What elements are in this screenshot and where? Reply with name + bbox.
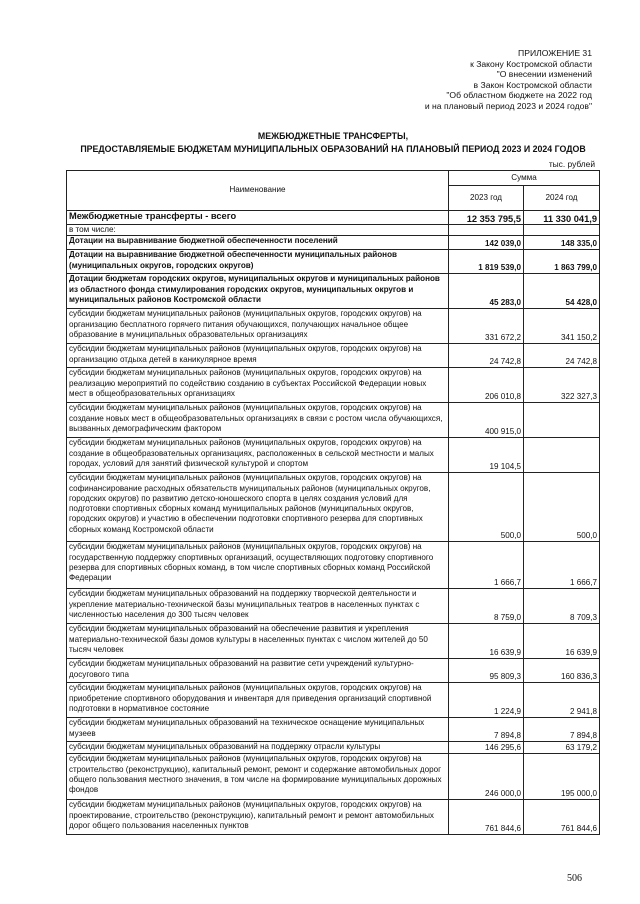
row-value-2023: 400 915,0: [449, 403, 524, 438]
table-row: [67, 236, 600, 250]
table-row: [67, 250, 600, 274]
table-row: [67, 659, 600, 683]
row-name: субсидии бюджетам муниципальных районов (муниципальных округов, городских округов) на приобретение спортивного оборудования и инвентаря для приведения организаций спортивной подготовки в нормативное состояние: [67, 683, 449, 718]
row-value-2024: 54 428,0: [524, 274, 600, 309]
table-row: [67, 473, 600, 542]
row-value-2024: 761 844,6: [524, 800, 600, 835]
row-value-2023: 1 666,7: [449, 542, 524, 589]
row-value-2023: 12 353 795,5: [449, 211, 524, 225]
row-value-2023: 24 742,8: [449, 344, 524, 368]
row-value-2024: 16 639,9: [524, 624, 600, 659]
table-row: [67, 683, 600, 718]
row-value-2023: 95 809,3: [449, 659, 524, 683]
table-row: [67, 742, 600, 754]
header-name: Наименование: [67, 171, 449, 211]
row-name: субсидии бюджетам муниципальных образований на поддержку творческой деятельности и укрепление материально-технической базы муниципальных театров в населенных пунктах с численностью населения до 300 тысяч человек: [67, 589, 449, 624]
row-name: субсидии бюджетам муниципальных районов (муниципальных округов, городских округов) на проектирование, строительство (реконструкцию), капитальный ремонт и ремонт автомобильных дорог общего пользования населенных пунктов: [67, 800, 449, 835]
row-value-2024: 500,0: [524, 473, 600, 542]
row-value-2023: 1 224,9: [449, 683, 524, 718]
row-value-2024: 195 000,0: [524, 754, 600, 800]
table-row: [67, 403, 600, 438]
row-value-2024: 2 941,8: [524, 683, 600, 718]
row-value-2024: 160 836,3: [524, 659, 600, 683]
row-value-2024: 63 179,2: [524, 742, 600, 754]
row-value-2023: 16 639,9: [449, 624, 524, 659]
table-row: [67, 718, 600, 742]
appendix-line: "Об областном бюджете на 2022 год: [446, 90, 592, 101]
appendix-line: к Закону Костромской области: [470, 58, 592, 69]
table-row: [67, 368, 600, 403]
row-value-2023: 246 000,0: [449, 754, 524, 800]
header-year-2023: 2023 год: [449, 186, 524, 211]
table-row: [67, 225, 600, 236]
row-value-2023: 331 672,2: [449, 309, 524, 344]
transfers-table: [66, 170, 600, 835]
table-row: [67, 274, 600, 309]
appendix-line: "О внесении изменений: [496, 69, 592, 80]
row-name: субсидии бюджетам муниципальных районов (муниципальных округов, городских округов) на реализацию мероприятий по содействию созданию в субъектах Российской Федерации новых мест в общеобразовательных организациях: [67, 368, 449, 403]
page-number: 506: [567, 873, 582, 884]
row-name: субсидии бюджетам муниципальных районов (муниципальных округов, городских округов) на создание новых мест в общеобразовательных организациях в связи с ростом числа обучающихся, вызванных демографическим фактором: [67, 403, 449, 438]
row-value-2024: 11 330 041,9: [524, 211, 600, 225]
row-name: субсидии бюджетам муниципальных районов (муниципальных округов, городских округов) на строительство (реконструкцию), капитальный ремонт, ремонт и содержание автомобильных дорог общего пользования местного значения, в том числе на формирование муниципальных дорожных фондов: [67, 754, 449, 800]
row-value-2024: 24 742,8: [524, 344, 600, 368]
row-value-2024: 1 863 799,0: [524, 250, 600, 274]
table-row: [67, 438, 600, 473]
units-label: тыс. рублей: [548, 159, 595, 169]
row-name: субсидии бюджетам муниципальных образований на развитие сети учреждений культурно-досугового типа: [67, 659, 449, 683]
row-value-2024: 8 709,3: [524, 589, 600, 624]
row-value-2023: 146 295,6: [449, 742, 524, 754]
table-row: [67, 800, 600, 835]
table-row: [67, 542, 600, 589]
document-title: [66, 130, 600, 155]
row-name: Дотации на выравнивание бюджетной обеспеченности муниципальных районов (муниципальных округов, городских округов): [67, 250, 449, 274]
row-name: субсидии бюджетам муниципальных районов (муниципальных округов, городских округов) на организацию бесплатного горячего питания обучающихся, получающих начальное общее образование в муниципальных образовательных организациях: [67, 309, 449, 344]
appendix-line: ПРИЛОЖЕНИЕ 31: [518, 48, 592, 58]
table-body: [67, 211, 600, 835]
row-value-2024: 7 894,8: [524, 718, 600, 742]
row-value-2023: 8 759,0: [449, 589, 524, 624]
header-sum: Сумма: [449, 171, 600, 186]
row-name: субсидии бюджетам муниципальных районов (муниципальных округов, городских округов) на создание в общеобразовательных организациях, расположенных в сельской местности и малых городах, условий для занятий физической культурой и спортом: [67, 438, 449, 473]
row-name: в том числе:: [67, 225, 449, 236]
appendix-block: [425, 48, 592, 112]
row-value-2023: 1 819 539,0: [449, 250, 524, 274]
row-value-2023: 206 010,8: [449, 368, 524, 403]
row-value-2023: [449, 225, 524, 236]
header-year-2024: 2024 год: [524, 186, 600, 211]
table-row: [67, 309, 600, 344]
row-name: субсидии бюджетам муниципальных образований на обеспечение развития и укрепления материально-технической базы домов культуры в населенных пунктах с числом жителей до 50 тысяч человек: [67, 624, 449, 659]
row-value-2023: 45 283,0: [449, 274, 524, 309]
row-value-2023: 142 039,0: [449, 236, 524, 250]
row-value-2024: 148 335,0: [524, 236, 600, 250]
table-row: [67, 624, 600, 659]
title-line-2: ПРЕДОСТАВЛЯЕМЫЕ БЮДЖЕТАМ МУНИЦИПАЛЬНЫХ ОБРАЗОВАНИЙ НА ПЛАНОВЫЙ ПЕРИОД 2023 И 2024 ГОДОВ: [80, 143, 586, 154]
row-name: субсидии бюджетам муниципальных образований на поддержку отрасли культуры: [67, 742, 449, 754]
row-value-2024: 1 666,7: [524, 542, 600, 589]
row-value-2024: 322 327,3: [524, 368, 600, 403]
row-name: субсидии бюджетам муниципальных районов (муниципальных округов, городских округов) на государственную поддержку спортивных организаций, осуществляющих подготовку спортивного резерва для спортивных сборных команд, в том числе спортивных сборных команд Российской Федерации: [67, 542, 449, 589]
row-name: Дотации на выравнивание бюджетной обеспеченности поселений: [67, 236, 449, 250]
row-value-2023: 500,0: [449, 473, 524, 542]
row-name: Дотации бюджетам городских округов, муниципальных округов и муниципальных районов из областного фонда стимулирования городских округов, муниципальных округов и муниципальных районов Костромской области: [67, 274, 449, 309]
appendix-line: в Закон Костромской области: [473, 79, 592, 90]
row-name: субсидии бюджетам муниципальных районов (муниципальных округов, городских округов) на софинансирование расходных обязательств муниципальных районов (муниципальных округов, городских округов) по развитию детско-юношеского спорта в целях создания условий для подготовки спортивных сборных команд муниципальных районов (муниципальных округов, городских округов) и участию в обеспечении подготовки спортивного резерва для спортивных сборных команд Костромской области: [67, 473, 449, 542]
table-row: [67, 344, 600, 368]
table-row: [67, 754, 600, 800]
row-value-2023: 19 104,5: [449, 438, 524, 473]
row-name: Межбюджетные трансферты - всего: [67, 211, 449, 225]
row-value-2024: [524, 438, 600, 473]
title-line-1: МЕЖБЮДЖЕТНЫЕ ТРАНСФЕРТЫ,: [257, 131, 409, 141]
appendix-line: и на плановый период 2023 и 2024 годов": [424, 100, 592, 111]
row-value-2024: [524, 403, 600, 438]
row-value-2024: 341 150,2: [524, 309, 600, 344]
row-value-2023: 761 844,6: [449, 800, 524, 835]
row-value-2023: 7 894,8: [449, 718, 524, 742]
table-row: [67, 211, 600, 225]
row-name: субсидии бюджетам муниципальных образований на техническое оснащение муниципальных музеев: [67, 718, 449, 742]
table-row: [67, 589, 600, 624]
row-name: субсидии бюджетам муниципальных районов (муниципальных округов, городских округов) на организацию отдыха детей в каникулярное время: [67, 344, 449, 368]
row-value-2024: [524, 225, 600, 236]
